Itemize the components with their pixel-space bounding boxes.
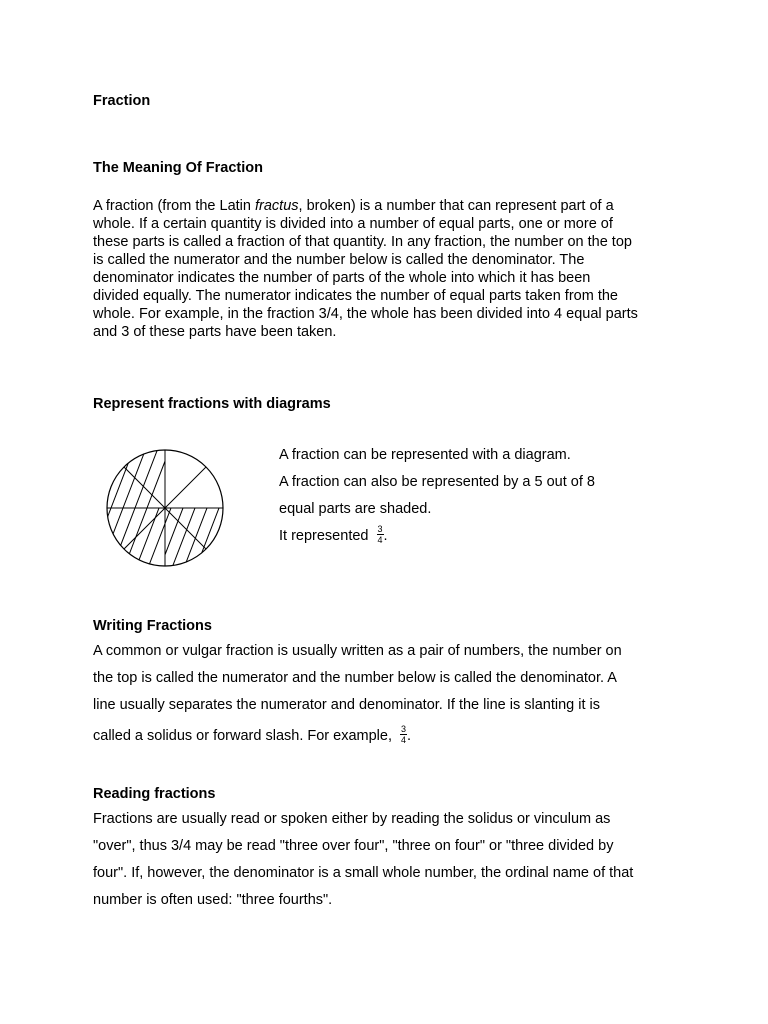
diagrams-heading: Represent fractions with diagrams bbox=[93, 396, 331, 412]
writing-example-line bbox=[93, 723, 622, 750]
fraction-circle-diagram bbox=[100, 443, 230, 573]
meaning-line: is called the numerator and the number below is called the denominator. The bbox=[93, 252, 585, 268]
reading-line: "over", thus 3/4 may be read "three over four", "three on four" or "three divided by bbox=[93, 838, 614, 854]
writing-heading: Writing Fractions bbox=[93, 618, 212, 634]
fraction-numerator: 3 bbox=[377, 523, 383, 534]
diagram-line: equal parts are shaded. bbox=[279, 501, 432, 517]
writing-line: the top is called the numerator and the number below is called the denominator. A bbox=[93, 670, 617, 686]
latin-word: fractus bbox=[255, 198, 299, 214]
writing-line: line usually separates the numerator and denominator. If the line is slanting it is bbox=[93, 697, 600, 713]
circle-dividers bbox=[107, 450, 223, 566]
reading-line: number is often used: "three fourths". bbox=[93, 892, 333, 908]
reading-paragraph bbox=[93, 806, 633, 914]
writing-example-prefix: called a solidus or forward slash. For example, bbox=[93, 728, 397, 744]
meaning-text-end: , broken) is a number that can represent part of a bbox=[298, 198, 614, 214]
represented-prefix: It represented bbox=[279, 528, 373, 544]
writing-example-suffix: . bbox=[407, 728, 412, 744]
meaning-line: and 3 of these parts have been taken. bbox=[93, 324, 337, 340]
meaning-paragraph bbox=[93, 197, 638, 341]
writing-line: A common or vulgar fraction is usually written as a pair of numbers, the number on bbox=[93, 643, 622, 659]
diagram-description bbox=[279, 442, 595, 550]
meaning-line: whole. For example, in the fraction 3/4, the whole has been divided into 4 equal parts bbox=[93, 306, 638, 322]
diagram-line: A fraction can also be represented by a 5 out of 8 bbox=[279, 474, 595, 490]
reading-line: Fractions are usually read or spoken either by reading the solidus or vinculum as bbox=[93, 811, 611, 827]
writing-paragraph bbox=[93, 638, 622, 750]
meaning-text-start: A fraction (from the Latin bbox=[93, 198, 255, 214]
document-title: Fraction bbox=[93, 93, 151, 109]
fraction-numerator: 3 bbox=[401, 723, 407, 734]
represented-suffix: . bbox=[383, 528, 388, 544]
meaning-line: denominator indicates the number of parts of the whole into which it has been bbox=[93, 270, 591, 286]
fraction-denominator: 4 bbox=[401, 734, 407, 745]
reading-heading: Reading fractions bbox=[93, 786, 216, 802]
meaning-heading: The Meaning Of Fraction bbox=[93, 160, 263, 176]
meaning-line: these parts is called a fraction of that quantity. In any fraction, the number on the top bbox=[93, 234, 632, 250]
meaning-line: whole. If a certain quantity is divided into a number of equal parts, one or more of bbox=[93, 216, 613, 232]
meaning-line-1 bbox=[93, 197, 638, 215]
represented-line bbox=[279, 523, 595, 550]
fraction-three-quarters bbox=[400, 724, 407, 745]
meaning-line: divided equally. The numerator indicates the number of equal parts taken from the bbox=[93, 288, 618, 304]
diagram-line: A fraction can be represented with a diagram. bbox=[279, 447, 571, 463]
reading-line: four". If, however, the denominator is a small whole number, the ordinal name of that bbox=[93, 865, 634, 881]
fraction-denominator: 4 bbox=[377, 534, 383, 545]
fraction-three-quarters bbox=[377, 524, 384, 545]
